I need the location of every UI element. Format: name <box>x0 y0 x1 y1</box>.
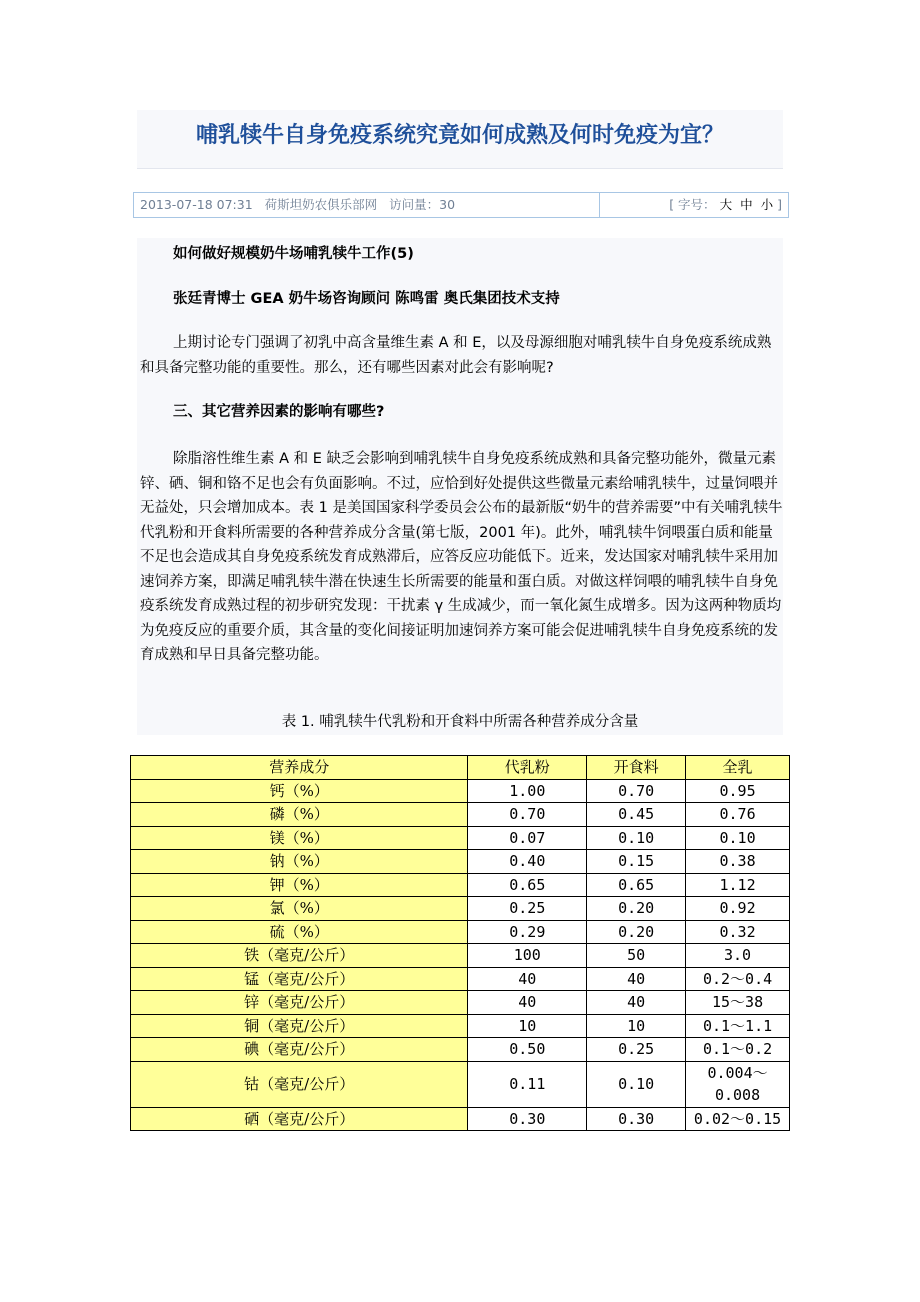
nutrient-value-cell: 0.70 <box>468 803 587 827</box>
nutrient-value-cell: 50 <box>587 944 686 968</box>
nutrient-value-cell: 0.32 <box>686 920 790 944</box>
font-size-label: [ 字号： <box>669 197 716 212</box>
title-panel <box>137 110 783 169</box>
table-row <box>131 779 790 803</box>
nutrient-value-cell: 40 <box>587 991 686 1015</box>
nutrient-name-cell: 钾（%） <box>131 873 468 897</box>
table-row <box>131 991 790 1015</box>
table-header-cell: 开食料 <box>587 756 686 780</box>
nutrient-name-cell: 硒（毫克/公斤） <box>131 1107 468 1131</box>
nutrient-name-cell: 锌（毫克/公斤） <box>131 991 468 1015</box>
publish-datetime: 2013-07-18 07:31 <box>140 197 253 212</box>
nutrient-value-cell: 40 <box>468 991 587 1015</box>
visit-count: 访问量：30 <box>389 197 456 212</box>
nutrient-value-cell: 0.29 <box>468 920 587 944</box>
table-row <box>131 873 790 897</box>
nutrient-value-cell: 0.70 <box>587 779 686 803</box>
table-header-cell: 代乳粉 <box>468 756 587 780</box>
nutrient-value-cell: 0.92 <box>686 897 790 921</box>
nutrient-value-cell: 0.25 <box>468 897 587 921</box>
meta-bar <box>133 192 789 218</box>
nutrient-value-cell: 0.45 <box>587 803 686 827</box>
nutrient-name-cell: 磷（%） <box>131 803 468 827</box>
nutrient-value-cell: 0.20 <box>587 920 686 944</box>
table-row <box>131 944 790 968</box>
table-row <box>131 850 790 874</box>
nutrient-value-cell: 0.1～0.2 <box>686 1038 790 1062</box>
table-header-cell: 营养成分 <box>131 756 468 780</box>
article-body <box>137 238 783 735</box>
nutrient-name-cell: 钴（毫克/公斤） <box>131 1061 468 1107</box>
table-row <box>131 967 790 991</box>
nutrient-value-cell: 1.00 <box>468 779 587 803</box>
nutrient-name-cell: 铁（毫克/公斤） <box>131 944 468 968</box>
paragraph-intro: 上期讨论专门强调了初乳中高含量维生素 A 和 E，以及母源细胞对哺乳犊牛自身免疫系统成熟和具备完整功能的重要性。那么，还有哪些因素对此会有影响呢? <box>140 335 772 376</box>
nutrient-value-cell: 0.40 <box>468 850 587 874</box>
nutrient-value-cell: 0.95 <box>686 779 790 803</box>
table-row <box>131 826 790 850</box>
nutrient-name-cell: 氯（%） <box>131 897 468 921</box>
table-row <box>131 897 790 921</box>
table-row <box>131 1038 790 1062</box>
nutrient-value-cell: 10 <box>587 1014 686 1038</box>
nutrient-value-cell: 10 <box>468 1014 587 1038</box>
nutrient-value-cell: 0.11 <box>468 1061 587 1107</box>
nutrient-value-cell: 3.0 <box>686 944 790 968</box>
paragraph-main: 除脂溶性维生素 A 和 E 缺乏会影响到哺乳犊牛自身免疫系统成熟和具备完整功能外，微量元素锌、硒、铜和铬不足也会有负面影响。不过，应恰到好处提供这些微量元素给哺乳犊牛，过量饲喂并无益处，只会增加成本。表 1 是美国国家科学委员会公布的最新版“奶牛的营养需要”中有关哺乳犊牛代乳粉和开食料所需要的各种营养成分含量(第七版，2001 年)。此外，哺乳犊牛饲喂蛋白质和能量不足也会造成其自身免疫系统发育成熟滞后，应答反应功能低下。近来，发达国家对哺乳犊牛采用加速饲养方案，即满足哺乳犊牛潜在快速生长所需要的能量和蛋白质。对做这样饲喂的哺乳犊牛自身免疫系统发育成熟过程的初步研究发现：干扰素 γ 生成减少，而一氧化氮生成增多。因为这两种物质均为免疫反应的重要介质，其含量的变化间接证明加速饲养方案可能会促进哺乳犊牛自身免疫系统的发育成熟和早日具备完整功能。 <box>140 451 783 663</box>
nutrient-value-cell: 0.02～0.15 <box>686 1107 790 1131</box>
nutrient-value-cell: 0.30 <box>468 1107 587 1131</box>
table-row <box>131 1014 790 1038</box>
meta-info <box>134 193 600 217</box>
article-subtitle: 如何做好规模奶牛场哺乳犊牛工作(5) <box>173 246 414 262</box>
source-name: 荷斯坦奶农俱乐部网 <box>264 197 378 212</box>
table-caption: 表 1. 哺乳犊牛代乳粉和开食料中所需各种营养成分含量 <box>281 714 639 730</box>
table-row <box>131 1061 790 1107</box>
section-heading: 三、其它营养因素的影响有哪些? <box>173 404 385 420</box>
nutrient-table <box>130 755 790 1131</box>
nutrient-name-cell: 钠（%） <box>131 850 468 874</box>
article-authors: 张廷青博士 GEA 奶牛场咨询顾问 陈鸣雷 奥氏集团技术支持 <box>173 291 560 307</box>
nutrient-value-cell: 0.10 <box>587 1061 686 1107</box>
nutrient-name-cell: 镁（%） <box>131 826 468 850</box>
nutrient-value-cell: 15～38 <box>686 991 790 1015</box>
font-size-suffix: ] <box>777 197 782 212</box>
table-header-row <box>131 756 790 780</box>
table-row <box>131 920 790 944</box>
font-large-link[interactable]: 大 <box>719 197 733 212</box>
nutrient-name-cell: 硫（%） <box>131 920 468 944</box>
nutrient-value-cell: 0.30 <box>587 1107 686 1131</box>
nutrient-name-cell: 钙（%） <box>131 779 468 803</box>
nutrient-value-cell: 0.38 <box>686 850 790 874</box>
nutrient-value-cell: 40 <box>468 967 587 991</box>
nutrient-value-cell: 0.65 <box>468 873 587 897</box>
nutrient-value-cell: 0.10 <box>686 826 790 850</box>
table-row <box>131 803 790 827</box>
nutrient-name-cell: 铜（毫克/公斤） <box>131 1014 468 1038</box>
nutrient-value-cell: 0.004～ 0.008 <box>686 1061 790 1107</box>
nutrient-table-body <box>131 756 790 1131</box>
nutrient-value-cell: 100 <box>468 944 587 968</box>
nutrient-name-cell: 碘（毫克/公斤） <box>131 1038 468 1062</box>
nutrient-value-cell: 0.10 <box>587 826 686 850</box>
table-row <box>131 1107 790 1131</box>
nutrient-value-cell: 0.15 <box>587 850 686 874</box>
nutrient-value-cell: 0.50 <box>468 1038 587 1062</box>
nutrient-value-cell: 0.07 <box>468 826 587 850</box>
nutrient-value-cell: 0.65 <box>587 873 686 897</box>
font-medium-link[interactable]: 中 <box>740 197 753 212</box>
nutrient-value-cell: 0.20 <box>587 897 686 921</box>
table-header-cell: 全乳 <box>686 756 790 780</box>
nutrient-value-cell: 1.12 <box>686 873 790 897</box>
nutrient-value-cell: 0.2～0.4 <box>686 967 790 991</box>
font-size-control <box>600 193 788 217</box>
font-small-link[interactable]: 小 <box>760 197 774 212</box>
nutrient-name-cell: 锰（毫克/公斤） <box>131 967 468 991</box>
page-title: 哺乳犊牛自身免疫系统究竟如何成熟及何时免疫为宜？ <box>195 123 724 148</box>
nutrient-value-cell: 40 <box>587 967 686 991</box>
nutrient-value-cell: 0.76 <box>686 803 790 827</box>
nutrient-value-cell: 0.25 <box>587 1038 686 1062</box>
nutrient-value-cell: 0.1～1.1 <box>686 1014 790 1038</box>
